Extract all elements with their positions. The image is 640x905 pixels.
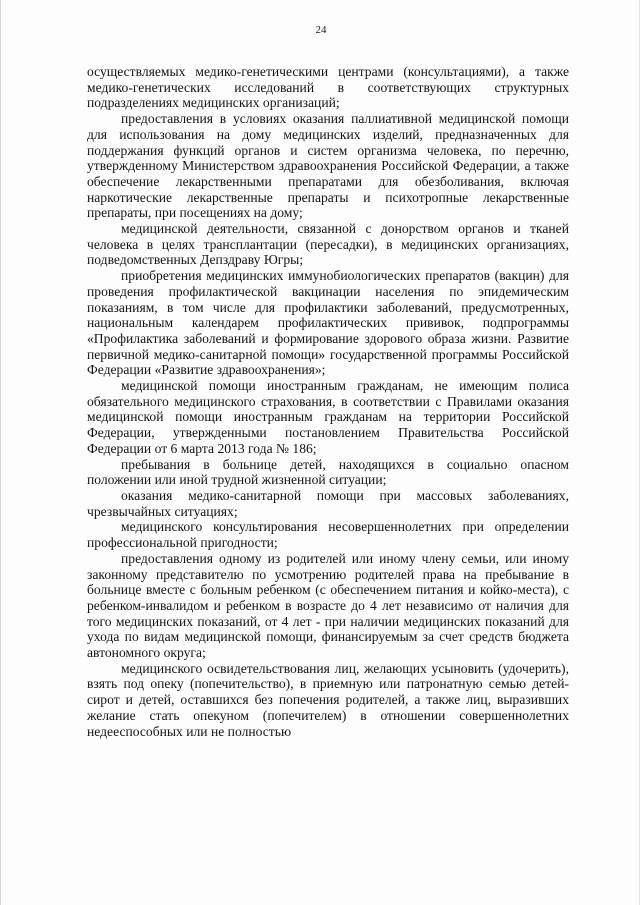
paragraph-continuation: осуществляемых медико-генетическими центрами (консультациями), а также медико-генетических исследований в соответствующих структурных подразделениях медицинских организаций; [87,64,569,111]
paragraph-minors-consulting: медицинского консультирования несовершеннолетних при определении профессиональной пригодности; [87,519,569,551]
paragraph-organ-donation: медицинской деятельности, связанной с донорством органов и тканей человека в целях трансплантации (пересадки), в медицинских организациях, подведомственных Депздраву Югры; [87,221,569,268]
paragraph-children-hospital: пребывания в больнице детей, находящихся в социально опасном положении или иной трудной жизненной ситуации; [87,456,569,488]
paragraph-vaccines: приобретения медицинских иммунобиологических препаратов (вакцин) для проведения профилактической вакцинации населения по эпидемическим показаниям, в том числе для профилактики заболеваний, предусмотренных, национальным календарем профилактических прививок, подпрограммы «Профилактика заболеваний и формирование здорового образа жизни. Развитие первичной медико-санитарной помощи» государственной программы Российской Федерации «Развитие здравоохранения»; [87,268,569,378]
paragraph-parent-stay: предоставления одному из родителей или иному члену семьи, или иному законному представителю по усмотрению родителей права на пребывание в больнице вместе с больным ребенком (с обеспечением питания и койко-места), с ребенком-инвалидом и ребенком в возрасте до 4 лет независимо от наличия для того медицинских показаний, от 4 лет - при наличии медицинских показаний для ухода по видам медицинской помощи, финансируемым за счет средств бюджета автономного округа; [87,550,569,661]
page-number: 24 [315,24,327,36]
paragraph-mass-diseases: оказания медико-санитарной помощи при массовых заболеваниях, чрезвычайных ситуациях; [87,487,569,519]
paragraph-palliative-care: предоставления в условиях оказания паллиативной медицинской помощи для использования на дому медицинских изделий, предназначенных для поддержания функций органов и систем организма человека, по перечню, утвержденному Министерством здравоохранения Российской Федерации, а также обеспечение лекарственными препаратами для обезболивания, включая наркотические лекарственные препараты и психотропные лекарственные препараты, при посещениях на дому; [87,111,569,221]
paragraph-foreign-citizens: медицинской помощи иностранным гражданам, не имеющим полиса обязательного медицинского страхования, в соответствии с Правилами оказания медицинской помощи иностранным гражданам на территории Российской Федерации, утвержденными постановлением Правительства Российской Федерации от 6 марта 2013 года № 186; [87,378,569,456]
paragraph-adoption-exam: медицинского освидетельствования лиц, желающих усыновить (удочерить), взять под опеку (попечительство), в приемную или патронатную семью детей-сирот и детей, оставшихся без попечения родителей, а также лиц, выразивших желание стать опекуном (попечителем) в отношении совершеннолетних недееспособных или не полностью [87,660,569,739]
document-body [87,64,569,739]
